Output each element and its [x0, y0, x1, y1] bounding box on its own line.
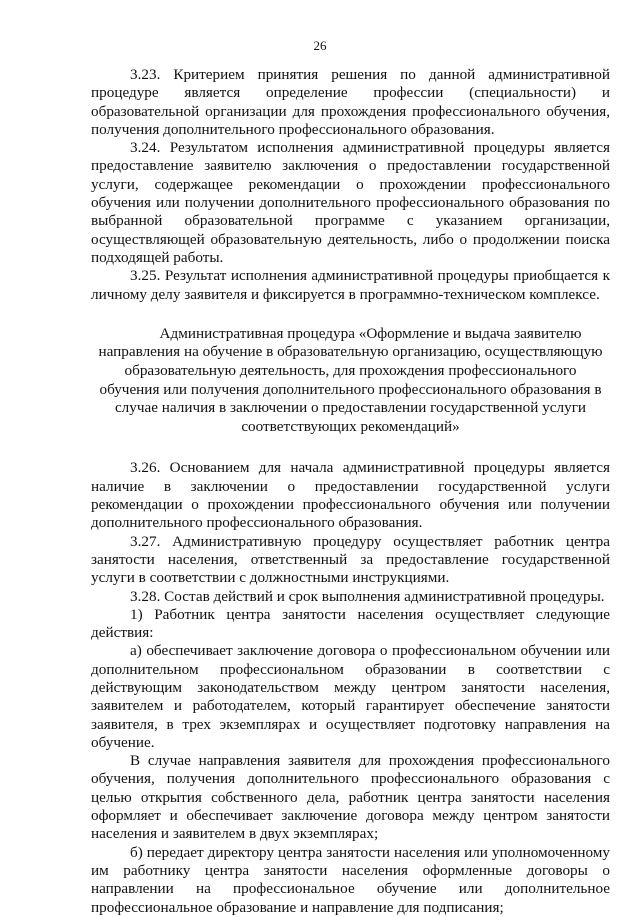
section-heading [91, 325, 610, 437]
document-body [91, 66, 610, 917]
paragraph-3-26: 3.26. Основанием для начала административной процедуры является наличие в заключении о предоставлении государственной услуги рекомендации о прохождении профессионального обучения или получении дополнительного профессионального образования. [91, 459, 610, 532]
page-number: 26 [313, 38, 327, 53]
paragraph-3-28: 3.28. Состав действий и срок выполнения административной процедуры. [130, 587, 605, 605]
list-item-a: а) обеспечивает заключение договора о профессиональном обучении или дополнительном профессиональном образовании в соответствии с действующим законодательством между центром занятости населения, заявителем и работодателем, который гарантирует обеспечение занятости заявителя, в трех экземплярах и осуществляет подготовку направления на обучение. [91, 642, 610, 751]
paragraph-3-27: 3.27. Административную процедуру осуществляет работник центра занятости населения, ответственный за предоставление государственной услуги в соответствии с должностными инструкциями. [91, 532, 610, 587]
list-item-a-continuation: В случае направления заявителя для прохождения профессионального обучения, получения дополнительного профессионального образования с целью открытия собственного дела, работник центра занятости населения оформляет и обеспечивает заключение договора между центром занятости населения и заявителем в двух экземплярах; [91, 752, 610, 843]
list-item-1: 1) Работник центра занятости населения осуществляет следующие действия: [91, 605, 610, 642]
paragraph-3-25: 3.25. Результат исполнения административной процедуры приобщается к личному делу заявителя и фиксируется в программно-техническом комплексе. [91, 267, 610, 303]
list-item-b: б) передает директору центра занятости населения или уполномоченному им работнику центра занятости населения оформленные договоры о направлении на профессиональное обучение или дополнительное профессиональное образование и направление для подписания; [91, 843, 610, 916]
section-heading-text: Административная процедура «Оформление и выдача заявителю направления на обучение в образовательную организацию, осуществляющую образовательную деятельность, для прохождения профессионального обучения или получения дополнительного профессионального образования в случае наличия в заключении о предоставлении государственной услуги соответствующих рекомендаций» [98, 324, 603, 435]
paragraph-3-23: 3.23. Критерием принятия решения по данной административной процедуре является определение профессии (специальности) и образовательной организации для прохождения профессионального обучения, получения дополнительного профессионального образования. [91, 66, 610, 138]
paragraph-3-24: 3.24. Результатом исполнения административной процедуры является предоставление заявителю заключения о предоставлении государственной услуги, содержащее рекомендации о прохождении профессионального обучения или получении дополнительного профессионального образования по выбранной образовательной программе с указанием организации, осуществляющей образовательную деятельность, либо о продолжении поиска подходящей работы. [91, 139, 610, 266]
